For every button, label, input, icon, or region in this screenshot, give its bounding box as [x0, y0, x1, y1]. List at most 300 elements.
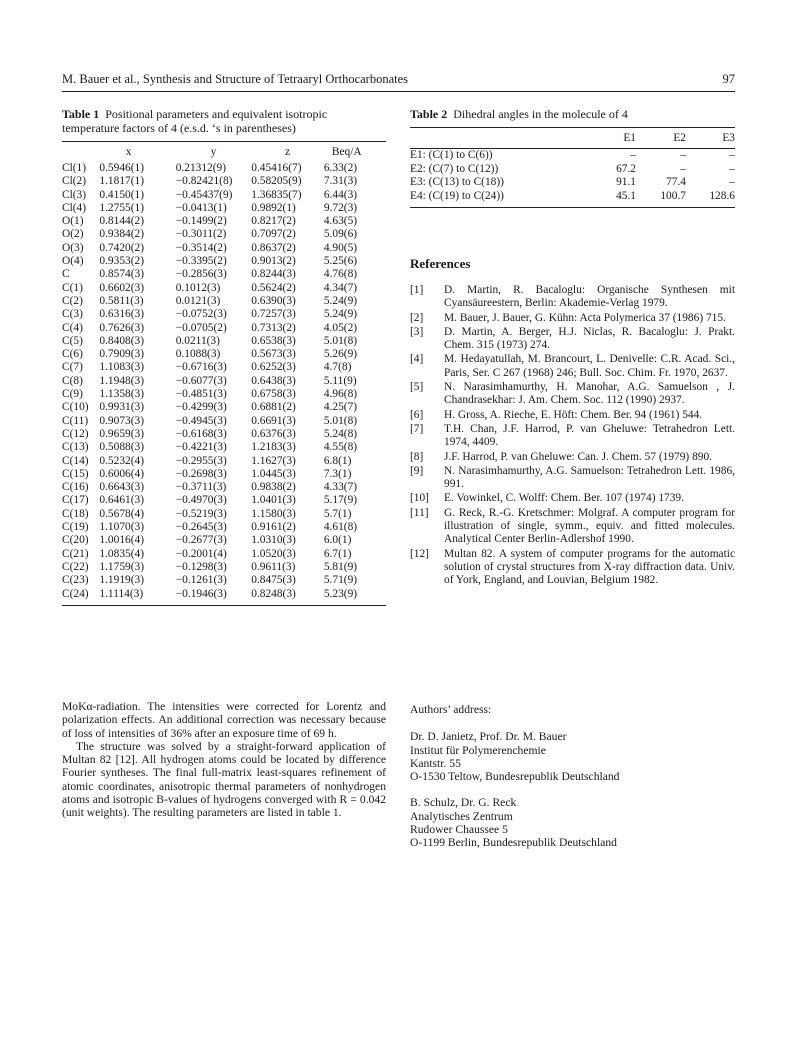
table-row	[62, 388, 386, 401]
table-cell: 5.25(6)	[323, 255, 358, 268]
table-cell: −0.3011(2)	[175, 228, 227, 241]
table-cell: 0.9161(2)	[251, 521, 296, 534]
table-cell: −0.45437(9)	[175, 188, 233, 201]
table-cell: C(6)	[62, 348, 83, 361]
table-row	[62, 322, 386, 335]
table-row	[62, 375, 386, 388]
table2-col-e1: E1	[623, 132, 636, 144]
table-row	[62, 242, 386, 255]
table1-col-z: z	[285, 146, 291, 158]
table-cell: 0.8217(2)	[251, 215, 296, 228]
reference-text: M. Hedayatullah, M. Brancourt, L. Denivelle: C.R. Acad. Sci., Paris, Ser. C 267 (1968) 246; Bull. Soc. Chim. Fr. 1970, 2637.	[444, 353, 735, 379]
table-cell: Cl(4)	[62, 201, 87, 214]
table-cell: 7.31(3)	[323, 175, 358, 188]
reference-item	[410, 507, 735, 547]
table-cell: 1.0401(3)	[251, 494, 296, 507]
table-cell: −0.5219(3)	[175, 507, 227, 520]
reference-item	[410, 381, 735, 408]
address-line: Rudower Chaussee 5	[410, 823, 508, 837]
table-cell: 9.72(3)	[323, 201, 358, 214]
table-cell: −0.0413(1)	[175, 201, 227, 214]
table-cell: 6.8(1)	[323, 454, 352, 467]
reference-number: [2]	[410, 311, 424, 324]
table-cell: 0.5232(4)	[99, 454, 144, 467]
table-cell: 5.24(9)	[323, 294, 358, 307]
reference-number: [6]	[410, 408, 424, 421]
table-row	[62, 335, 386, 348]
table-row	[410, 149, 735, 163]
table-cell: 0.8475(3)	[251, 574, 296, 587]
table-cell: 77.4	[666, 176, 686, 188]
table-cell: −0.4221(3)	[175, 441, 227, 454]
table-cell: 4.96(8)	[323, 388, 358, 401]
reference-text: D. Martin, R. Bacaloglu: Organische Synthesen mit Cyansäureestern, Berlin: Akademie-Verlag 1979.	[444, 284, 735, 310]
table-cell: 4.34(7)	[323, 281, 358, 294]
table-cell: 0.1012(3)	[175, 281, 221, 294]
table-cell: C	[62, 268, 70, 281]
table-row	[62, 189, 386, 202]
table-cell: −0.6168(3)	[175, 427, 227, 440]
table-cell: C(9)	[62, 388, 83, 401]
table-cell: C(7)	[62, 361, 83, 374]
table1-rule-bottom	[62, 605, 386, 606]
table-cell: −0.2001(4)	[175, 547, 227, 560]
table-cell: 0.8144(2)	[99, 215, 144, 228]
table-cell: C(13)	[62, 441, 89, 454]
table1	[62, 142, 386, 601]
table-cell: 5.11(9)	[323, 374, 357, 387]
table-cell: 0.6390(3)	[251, 294, 296, 307]
table-row	[62, 175, 386, 188]
table-cell: 0.6316(3)	[99, 308, 144, 321]
table-cell: C(10)	[62, 401, 89, 414]
table-cell: C(24)	[62, 587, 89, 600]
table-row	[62, 521, 386, 534]
table-cell: 0.6376(3)	[251, 427, 296, 440]
address-line: Analytisches Zentrum	[410, 809, 513, 823]
table-cell: 0.6691(3)	[251, 414, 296, 427]
table-cell: 4.05(2)	[323, 321, 358, 334]
address-line: B. Schulz, Dr. G. Reck	[410, 796, 517, 810]
table-cell: 0.7313(2)	[251, 321, 296, 334]
reference-number: [7]	[410, 422, 424, 435]
reference-item	[410, 284, 735, 311]
table-cell: 5.01(8)	[323, 414, 358, 427]
table-cell: 0.8637(2)	[251, 241, 296, 254]
table1-caption	[62, 107, 386, 135]
table-cell: 0.8574(3)	[99, 268, 144, 281]
reference-text: M. Bauer, J. Bauer, G. Kühn: Acta Polymerica 37 (1986) 715.	[444, 311, 726, 324]
table-cell: 0.8248(3)	[251, 587, 296, 600]
table-cell: 1.1919(3)	[99, 574, 144, 587]
reference-number: [12]	[410, 547, 429, 560]
table-cell: C(11)	[62, 414, 89, 427]
table-cell: E3: (C(13) to C(18))	[410, 176, 504, 188]
table-cell: −0.0752(3)	[175, 308, 227, 321]
table-cell: 0.9073(3)	[99, 414, 144, 427]
table-cell: C(16)	[62, 481, 89, 494]
table-cell: C(3)	[62, 308, 83, 321]
table-row	[62, 455, 386, 468]
right-column	[410, 107, 735, 589]
body-text	[62, 700, 386, 820]
table-cell: 4.7(8)	[323, 361, 352, 374]
table-cell: C(12)	[62, 427, 89, 440]
table-cell: 128.6	[709, 189, 735, 202]
table-row	[62, 162, 386, 175]
table-cell: −0.1946(3)	[175, 587, 227, 600]
table-cell: 4.61(8)	[323, 521, 358, 534]
table-row	[62, 574, 386, 587]
table-cell: 0.6538(3)	[251, 334, 296, 347]
table2	[410, 128, 735, 148]
table-cell: O(1)	[62, 215, 84, 228]
table-cell: 0.0211(3)	[175, 334, 220, 347]
table-cell: Cl(3)	[62, 188, 87, 201]
table-cell: 1.1114(3)	[99, 587, 144, 600]
left-column	[62, 107, 386, 606]
table-cell: –	[630, 149, 636, 161]
table-cell: 1.1083(3)	[99, 361, 144, 374]
table-cell: 4.33(7)	[323, 481, 358, 494]
table-cell: 7.3(1)	[323, 467, 352, 480]
reference-number: [1]	[410, 284, 424, 296]
body-paragraph-2: The structure was solved by a straight-forward application of Multan 82 [12]. All hydrogen atoms could be located by difference Fourier syntheses. The final full-matrix least-squares refinement of atomic coordinates, anisotropic thermal parameters of nonhydrogen atoms and isotropic B-values of hydrogens converged with R = 0.042 (unit weights). The resulting parameters are listed in table 1.	[62, 739, 386, 820]
table-row	[62, 481, 386, 494]
table-cell: 5.17(9)	[323, 494, 358, 507]
table-cell: E4: (C(19) to C(24))	[410, 189, 504, 202]
reference-item	[410, 423, 735, 450]
table-cell: 5.71(9)	[323, 574, 358, 587]
reference-text: H. Gross, A. Rieche, E. Höft: Chem. Ber. 94 (1961) 544.	[444, 408, 703, 421]
table-cell: −0.1499(2)	[175, 215, 227, 228]
table-cell: −0.6077(3)	[175, 374, 227, 387]
table-row	[62, 255, 386, 268]
table2-rule-bottom	[410, 207, 735, 208]
table-cell: 0.9013(2)	[251, 255, 296, 268]
reference-item	[410, 353, 735, 380]
reference-item	[410, 492, 735, 505]
table-cell: –	[729, 149, 735, 161]
table-row	[62, 401, 386, 414]
table-cell: 5.01(8)	[323, 334, 358, 347]
table-row	[62, 361, 386, 374]
table2-body	[410, 149, 735, 203]
table1-col-x: x	[125, 146, 132, 158]
table-cell: −0.2698(3)	[175, 467, 227, 480]
table-cell: –	[729, 162, 735, 175]
table-cell: −0.4851(3)	[175, 388, 227, 401]
table-cell: 0.6758(3)	[251, 388, 296, 401]
reference-number: [5]	[410, 381, 424, 394]
table-cell: C(23)	[62, 574, 89, 587]
table2-col-e2: E2	[673, 132, 686, 144]
table-cell: 1.0445(3)	[251, 467, 296, 480]
table-cell: 0.0121(3)	[175, 294, 221, 307]
table-cell: 5.23(9)	[323, 587, 358, 600]
table-row	[62, 215, 386, 228]
table-cell: 5.09(6)	[323, 228, 358, 241]
reference-text: J.F. Harrod, P. van Gheluwe: Can. J. Chem. 57 (1979) 890.	[444, 450, 713, 463]
table-cell: 5.24(9)	[323, 308, 358, 321]
table-cell: 0.6438(3)	[251, 374, 296, 387]
table-cell: O(4)	[62, 255, 84, 268]
table-cell: C(5)	[62, 334, 83, 347]
table-cell: 4.63(5)	[323, 215, 358, 228]
table-cell: 0.9384(2)	[99, 228, 144, 241]
table1-col-beq: Beq/A	[331, 146, 362, 158]
table-cell: 91.1	[616, 176, 636, 188]
table-cell: 1.1358(3)	[99, 388, 144, 401]
table-row	[62, 308, 386, 321]
reference-item	[410, 312, 735, 325]
reference-number: [11]	[410, 506, 429, 519]
table-cell: 1.1817(1)	[99, 175, 144, 188]
table-cell: 1.1948(3)	[99, 374, 144, 387]
table-cell: 1.0016(4)	[99, 534, 144, 547]
table-cell: C(21)	[62, 547, 89, 560]
reference-text: Multan 82. A system of computer programs for the automatic solution of crystal structures from X-ray diffraction data. Univ. of York, England, and Louvian, Belgium 1982.	[444, 547, 735, 587]
running-title: M. Bauer et al., Synthesis and Structure of Tetraaryl Orthocarbonates	[62, 72, 409, 86]
table-cell: 0.9892(1)	[251, 201, 296, 214]
table-cell: 0.5088(3)	[99, 441, 144, 454]
table-cell: 1.1627(3)	[251, 454, 296, 467]
table-cell: 0.7420(2)	[99, 241, 144, 254]
table-row	[62, 468, 386, 481]
table-cell: C(17)	[62, 494, 89, 507]
reference-item	[410, 465, 735, 492]
reference-text: D. Martin, A. Berger, H.J. Niclas, R. Bacaloglu: J. Prakt. Chem. 315 (1973) 274.	[444, 325, 735, 352]
table-cell: 0.6461(3)	[99, 494, 144, 507]
table-row	[62, 295, 386, 308]
table2-caption-text: Dihedral angles in the molecule of 4	[453, 107, 628, 121]
table-row	[62, 588, 386, 601]
table-cell: 4.90(5)	[323, 241, 358, 254]
table-cell: 0.5946(1)	[99, 162, 144, 174]
address-line: O-1530 Teltow, Bundesrepublik Deutschland	[410, 770, 620, 784]
table-cell: −0.4299(3)	[175, 401, 227, 414]
table-cell: 100.7	[660, 189, 686, 202]
table-cell: C(20)	[62, 534, 89, 547]
table-cell: 1.1580(3)	[251, 507, 296, 520]
table-cell: 0.5678(4)	[99, 507, 144, 520]
table-row	[410, 190, 735, 204]
table-cell: C(8)	[62, 374, 83, 387]
table-cell: 0.8244(3)	[251, 268, 296, 281]
table-row	[62, 415, 386, 428]
table-cell: 0.9659(3)	[99, 427, 144, 440]
table-cell: −0.4970(3)	[175, 494, 227, 507]
table-cell: 0.5811(3)	[99, 294, 144, 307]
table2-data	[410, 149, 735, 203]
table-cell: 0.45416(7)	[251, 162, 302, 174]
table-cell: 0.5673(3)	[251, 348, 296, 361]
address-line: Institut für Polymerenchemie	[410, 743, 546, 757]
table-cell: −0.6716(3)	[175, 361, 227, 374]
reference-item	[410, 548, 735, 588]
table-cell: –	[680, 149, 686, 161]
table-row	[62, 548, 386, 561]
reference-text: E. Vowinkel, C. Wolff: Chem. Ber. 107 (1974) 1739.	[444, 492, 684, 505]
table1-body	[62, 162, 386, 601]
table-cell: 0.8408(3)	[99, 334, 144, 347]
table-cell: 0.5624(2)	[251, 281, 296, 294]
table-cell: O(2)	[62, 228, 84, 241]
table-cell: 0.9838(2)	[251, 481, 296, 494]
table-row	[62, 441, 386, 454]
address-line: Kantstr. 55	[410, 756, 461, 770]
table2-col-label	[410, 128, 586, 148]
authors-address-label: Authors’ address:	[410, 703, 492, 716]
table-cell: 5.81(9)	[323, 560, 358, 573]
table-row	[62, 228, 386, 241]
body-paragraph-1: MoKα-radiation. The intensities were corrected for Lorentz and polarization effects. An additional correction was necessary because of loss of intensities of 36% after an exposure time of 69 h.	[62, 700, 386, 740]
table-cell: Cl(1)	[62, 162, 87, 174]
table-cell: –	[729, 176, 735, 188]
table-cell: C(2)	[62, 294, 83, 307]
table-cell: C(15)	[62, 467, 89, 480]
header-rule	[62, 91, 735, 92]
table-cell: −0.2645(3)	[175, 521, 227, 534]
table-cell: 0.58205(9)	[251, 175, 302, 188]
table-row	[62, 494, 386, 507]
reference-number: [10]	[410, 492, 429, 505]
table-cell: 0.6252(3)	[251, 361, 296, 374]
table1-col-y: y	[210, 146, 217, 158]
table-cell: C(18)	[62, 507, 89, 520]
table-cell: 0.9353(2)	[99, 255, 144, 268]
table-row	[410, 163, 735, 177]
address-line: Dr. D. Janietz, Prof. Dr. M. Bauer	[410, 730, 567, 744]
table-cell: 4.25(7)	[323, 401, 358, 414]
reference-item	[410, 409, 735, 422]
table-cell: 0.6602(3)	[99, 281, 144, 294]
references-title: References	[410, 256, 471, 271]
table1-label: Table 1	[62, 107, 100, 121]
table-cell: C(19)	[62, 521, 89, 534]
table-cell: 1.1070(3)	[99, 521, 144, 534]
authors-address	[410, 703, 735, 863]
reference-text: N. Narasimhamurthy, H. Manohar, A.G. Samuelson , J. Chandrasekhar: J. Am. Chem. Soc. 112 (1990) 2937.	[444, 381, 735, 407]
table-cell: 5.7(1)	[323, 507, 352, 520]
reference-number: [3]	[410, 325, 424, 338]
reference-item	[410, 326, 735, 353]
table-cell: 5.26(9)	[323, 348, 358, 361]
table-cell: −0.3395(2)	[175, 255, 227, 268]
table-cell: 1.0520(3)	[251, 547, 296, 560]
table-row	[410, 176, 735, 190]
table-cell: 1.2755(1)	[99, 201, 144, 214]
table-cell: 1.1759(3)	[99, 560, 144, 573]
table-cell: −0.2856(3)	[175, 268, 227, 281]
table-cell: C(14)	[62, 454, 89, 467]
table-cell: 0.7257(3)	[251, 308, 296, 321]
table-row	[62, 561, 386, 574]
table-cell: 0.7097(2)	[251, 228, 296, 241]
table1-col-atom	[62, 142, 99, 162]
table-cell: 0.6643(3)	[99, 481, 144, 494]
reference-number: [4]	[410, 353, 424, 366]
table-cell: −0.2955(3)	[175, 454, 227, 467]
table-cell: 1.0835(4)	[99, 547, 144, 560]
table-cell: –	[680, 162, 686, 175]
table-cell: 1.0310(3)	[251, 534, 296, 547]
table-cell: −0.3711(3)	[175, 481, 227, 494]
table-cell: 67.2	[616, 162, 636, 175]
table-cell: 4.55(8)	[323, 441, 358, 454]
table-cell: C(4)	[62, 321, 83, 334]
table-row	[62, 508, 386, 521]
table2-caption	[410, 107, 735, 121]
table-cell: 0.1088(3)	[175, 348, 221, 361]
table2-label: Table 2	[410, 107, 448, 121]
table-cell: −0.4945(3)	[175, 414, 227, 427]
reference-number: [8]	[410, 450, 424, 463]
table-cell: −0.2677(3)	[175, 534, 227, 547]
reference-text: T.H. Chan, J.F. Harrod, P. van Gheluwe: Tetrahedron Lett. 1974, 4409.	[444, 422, 735, 449]
table-row	[62, 282, 386, 295]
table-cell: 6.44(3)	[323, 188, 358, 201]
table-cell: 0.9931(3)	[99, 401, 144, 414]
reference-text: G. Reck, R.-G. Kretschmer: Molgraf. A computer program for illustration of single, symm., equiv. and fitted molecules. Analytical Center Berlin-Adlershof 1990.	[444, 506, 735, 546]
table-row	[62, 534, 386, 547]
table-cell: −0.82421(8)	[175, 175, 233, 188]
address-line: O-1199 Berlin, Bundesrepublik Deutschland	[410, 836, 617, 850]
address-block-1	[410, 730, 735, 783]
table-cell: 6.7(1)	[323, 547, 352, 560]
table-cell: E2: (C(7) to C(12))	[410, 162, 499, 175]
table-cell: 0.6881(2)	[251, 401, 296, 414]
table-cell: −0.1261(3)	[175, 574, 227, 587]
table2-header-row	[410, 128, 735, 148]
table-cell: 1.2183(3)	[251, 441, 296, 454]
reference-text: N. Narasimhamurthy, A.G. Samuelson: Tetrahedron Lett. 1986, 991.	[444, 464, 735, 491]
table-row	[62, 428, 386, 441]
table-cell: −0.0705(2)	[175, 321, 227, 334]
table-row	[62, 202, 386, 215]
table-cell: −0.3514(2)	[175, 241, 227, 254]
table-cell: 0.21312(9)	[175, 162, 227, 174]
table-cell: 0.6006(4)	[99, 467, 144, 480]
table-cell: 1.36835(7)	[251, 188, 302, 201]
table1-caption-text: Positional parameters and equivalent isotropic temperature factors of 4 (e.s.d. ‘s in parentheses)	[62, 107, 328, 135]
table-cell: 0.7909(3)	[99, 348, 144, 361]
reference-item	[410, 451, 735, 464]
table-cell: 4.76(8)	[323, 268, 358, 281]
table-cell: 45.1	[616, 189, 636, 202]
table-row	[62, 268, 386, 281]
table-cell: E1: (C(1) to C(6))	[410, 149, 493, 161]
table-cell: O(3)	[62, 241, 84, 254]
table-cell: Cl(2)	[62, 175, 87, 188]
table-cell: 6.0(1)	[323, 534, 352, 547]
table-cell: 0.9611(3)	[251, 560, 296, 573]
table-cell: −0.1298(3)	[175, 560, 227, 573]
reference-number: [9]	[410, 464, 424, 477]
table-cell: 0.7626(3)	[99, 321, 144, 334]
table2-col-e3: E3	[722, 132, 735, 144]
table-cell: 5.24(8)	[323, 427, 358, 440]
address-block-2	[410, 796, 735, 849]
page-number: 97	[722, 72, 735, 86]
table-cell: 6.33(2)	[323, 162, 358, 174]
table-cell: C(1)	[62, 281, 83, 294]
table-cell: C(22)	[62, 560, 89, 573]
table-row	[62, 348, 386, 361]
table1-header-row	[62, 142, 386, 162]
table-cell: 0.4150(1)	[99, 188, 144, 201]
references-list	[410, 284, 735, 588]
